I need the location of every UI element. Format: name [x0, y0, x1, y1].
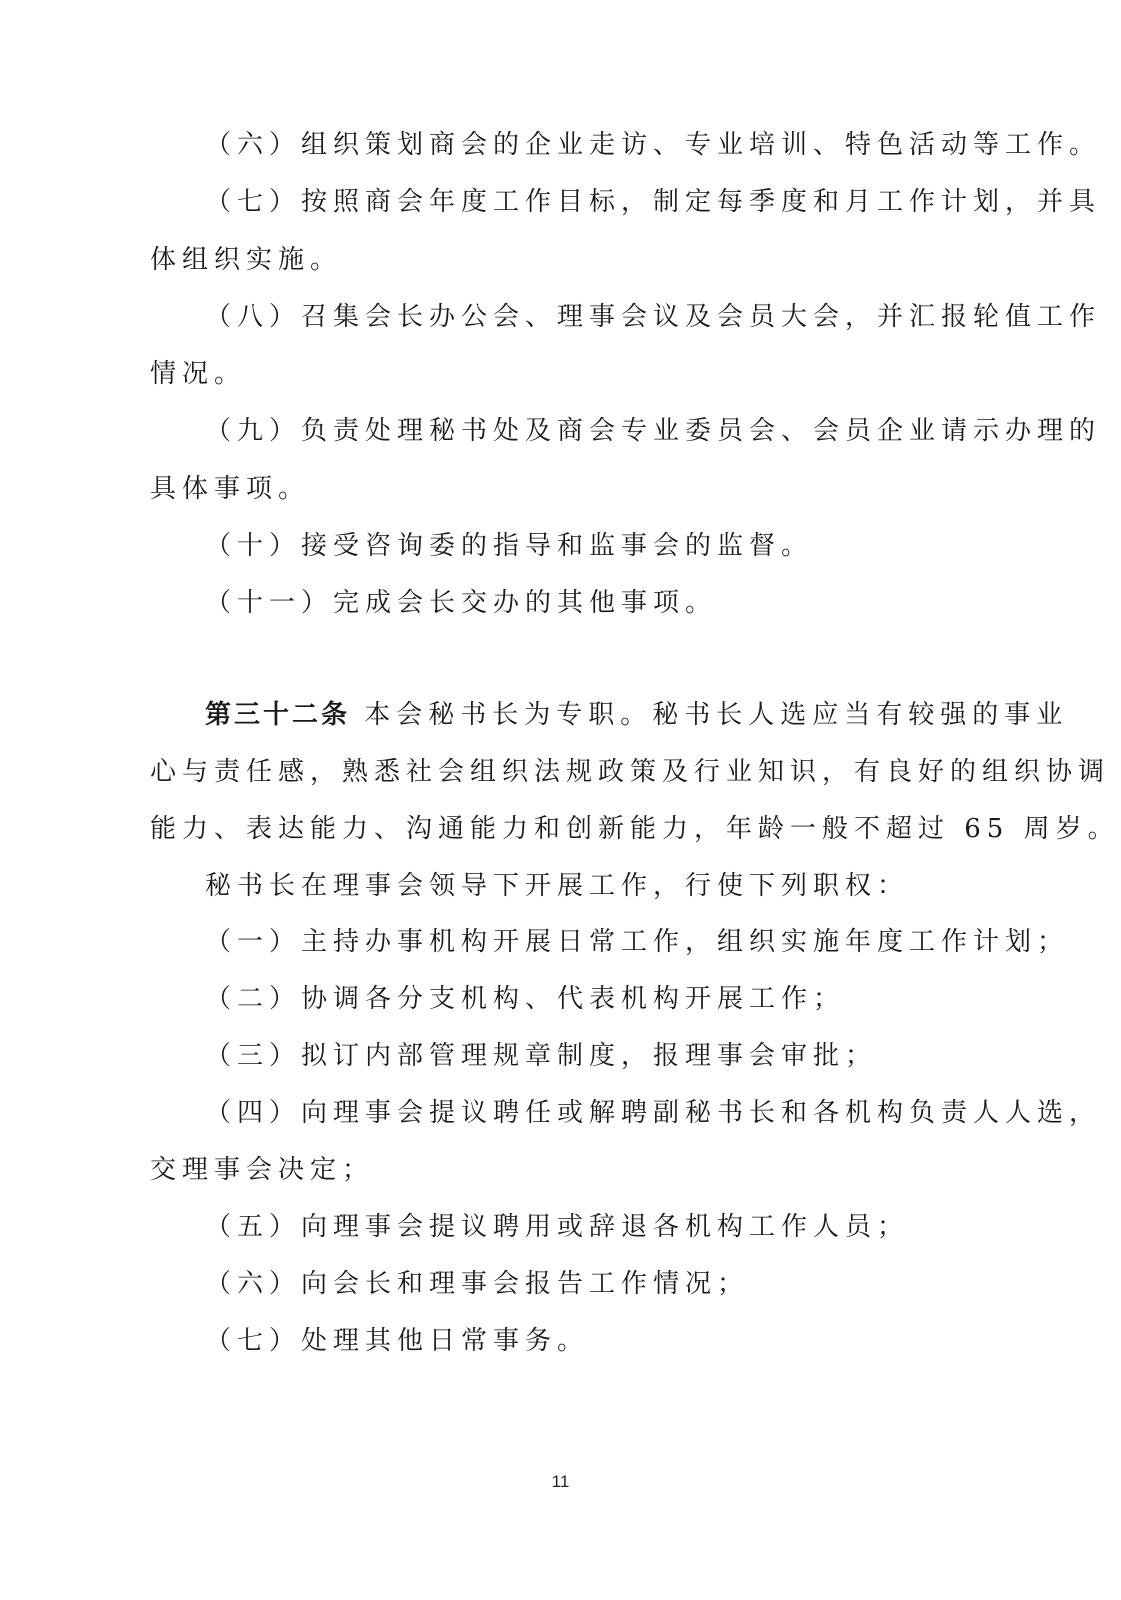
item-text: 组织策划商会的企业走访、专业培训、特色活动等工作。	[301, 130, 1102, 160]
list-item	[205, 925, 1069, 959]
list-item	[205, 414, 1101, 448]
item-number: （一）	[205, 927, 302, 957]
item-text: 主持办事机构开展日常工作，组织实施年度工作计划；	[301, 927, 1070, 957]
list-item	[205, 1096, 1101, 1130]
item-number: （三）	[205, 1041, 302, 1071]
item-text: 负责处理秘书处及商会专业委员会、会员企业请示办理的	[301, 416, 1102, 446]
item-text: 向理事会提议聘用或辞退各机构工作人员；	[301, 1212, 910, 1242]
list-item-continuation: 交理事会决定；	[150, 1155, 375, 1185]
list-item	[205, 529, 813, 563]
item-number: （七）	[205, 1326, 302, 1356]
item-text: 完成会长交办的其他事项。	[333, 588, 718, 618]
item-text: 处理其他日常事务。	[301, 1326, 590, 1356]
article-text: 本会秘书长为专职。秘书长人选应当有较强的事业	[364, 700, 1069, 730]
list-item-continuation: 情况。	[150, 359, 247, 389]
list-item	[205, 185, 1101, 219]
article-paragraph	[205, 698, 1068, 732]
article-text-line: 能力、表达能力、沟通能力和创新能力，年龄一般不超过 65 周岁。	[150, 814, 1120, 844]
item-text: 拟订内部管理规章制度，报理事会审批；	[301, 1041, 878, 1071]
list-item	[205, 128, 1101, 162]
list-item	[205, 1324, 589, 1358]
item-number: （六）	[205, 130, 302, 160]
item-number: （七）	[205, 187, 302, 217]
item-number: （四）	[205, 1098, 302, 1128]
list-item-continuation: 具体事项。	[150, 474, 311, 504]
list-item	[205, 1039, 877, 1073]
item-number: （二）	[205, 984, 302, 1014]
list-item	[205, 586, 717, 620]
list-item	[205, 1210, 909, 1244]
item-number: （六）	[205, 1269, 302, 1299]
item-number: （十）	[205, 531, 302, 561]
article-intro: 秘书长在理事会领导下开展工作，行使下列职权：	[205, 871, 910, 901]
list-item	[205, 300, 1101, 334]
list-item-continuation: 体组织实施。	[150, 245, 343, 275]
article-text-line: 心与责任感，熟悉社会组织法规政策及行业知识，有良好的组织协调	[150, 757, 1111, 787]
item-number: （九）	[205, 416, 302, 446]
item-text: 向会长和理事会报告工作情况；	[301, 1269, 750, 1299]
item-text: 召集会长办公会、理事会议及会员大会，并汇报轮值工作	[301, 302, 1102, 332]
item-number: （十一）	[205, 588, 334, 618]
item-text: 按照商会年度工作目标，制定每季度和月工作计划，并具	[301, 187, 1102, 217]
item-text: 接受咨询委的指导和监事会的监督。	[301, 531, 814, 561]
list-item	[205, 982, 845, 1016]
list-item	[205, 1267, 749, 1301]
article-heading: 第三十二条	[205, 700, 351, 730]
item-number: （八）	[205, 302, 302, 332]
item-text: 向理事会提议聘任或解聘副秘书长和各机构负责人人选，	[301, 1098, 1102, 1128]
item-number: （五）	[205, 1212, 302, 1242]
page-number: 11	[551, 1472, 570, 1491]
item-text: 协调各分支机构、代表机构开展工作；	[301, 984, 846, 1014]
